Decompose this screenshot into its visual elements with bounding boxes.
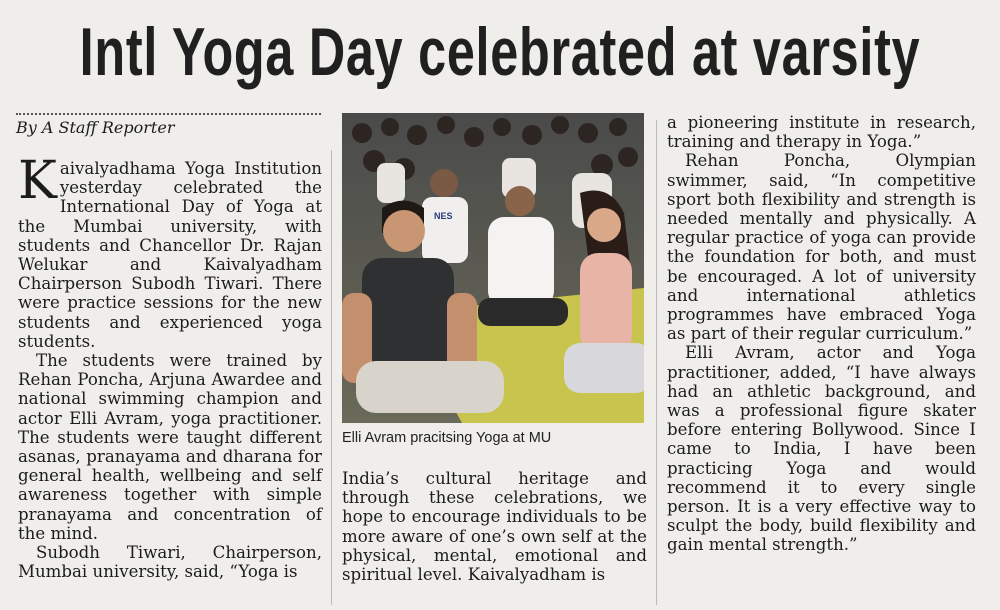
column-1 xyxy=(18,151,322,582)
shirt-print: NES xyxy=(434,211,453,221)
headline: Intl Yoga Day celebrated at varsity xyxy=(79,14,921,90)
paragraph-kaivalyadham: a pioneering institute in research, training and therapy in Yoga.” xyxy=(667,113,976,152)
paragraph-training: The students were trained by Rehan Poncha, Arjuna Awardee and national swimming champion and actor Elli Avram, yoga practitioner. The students were taught different asanas, pranayama and dharana for general health, wellbeing and self awareness together with simple pranayama and concentration of the mind. xyxy=(18,351,322,543)
column-divider-2 xyxy=(656,120,657,605)
photo-caption: Elli Avram pracitsing Yoga at MU xyxy=(342,430,552,446)
paragraph-intro xyxy=(18,151,322,351)
byline-rule xyxy=(16,113,321,115)
paragraph-poncha: Rehan Poncha, Olympian swimmer, said, “In competitive sport both flexibility and strength is needed mentally and physically. A regular practice of yoga can provide the foundation for both, and must be encouraged. A lot of university and international athletics programmes have embraced Yoga as part of their regular curriculum.” xyxy=(667,151,976,344)
column-3 xyxy=(667,113,976,555)
intro-text: aivalyadhama Yoga Institution yesterday celebrated the International Day of Yoga at the Mumbai university, with students and Chancellor Dr. Rajan Welukar and Kaivalyadham Chairperson Subodh Tiwari. There were practice sessions for the new students and experienced yoga students. xyxy=(18,159,322,351)
paragraph-heritage: India’s cultural heritage and through these celebrations, we hope to encourage individuals to be more aware of one’s own self at the physical, mental, emotional and spiritual level. Kaivalyadham is xyxy=(342,469,647,585)
column-divider xyxy=(331,150,332,605)
drop-cap: K xyxy=(18,151,57,211)
article-photo xyxy=(342,113,644,423)
paragraph-avram: Elli Avram, actor and Yoga practitioner, added, “I have always had an athletic background, and was a professional figure skater before entering Bollywood. Since I came to India, I have been practicing Yoga and would recommend it to every single person. It is a very effective way to sculpt the body, build flexibility and gain mental strength.” xyxy=(667,343,976,555)
byline: By A Staff Reporter xyxy=(16,118,175,137)
column-2 xyxy=(342,469,647,584)
paragraph-tiwari: Subodh Tiwari, Chairperson, Mumbai university, said, “Yoga is xyxy=(18,543,322,582)
